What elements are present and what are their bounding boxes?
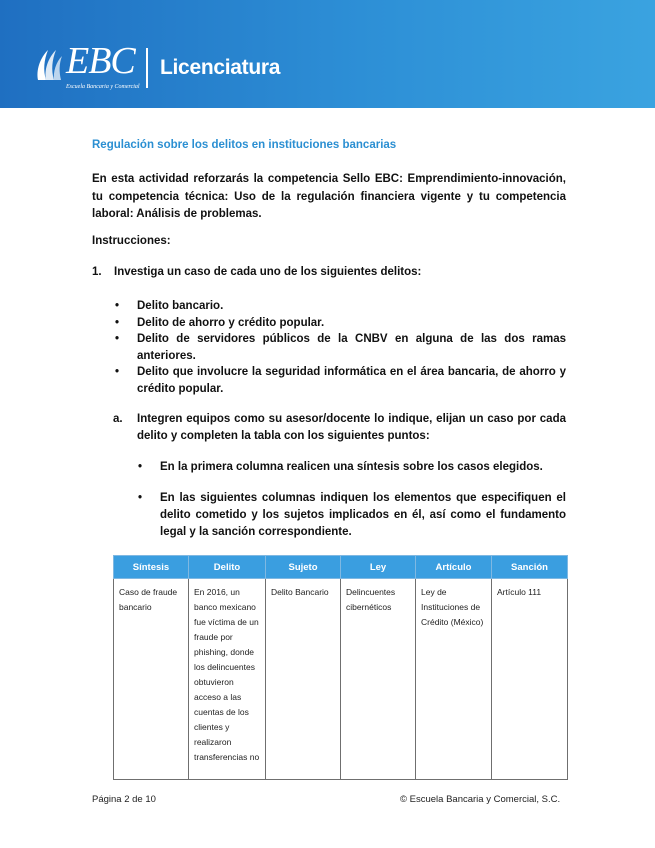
sub-step-a — [113, 411, 566, 445]
program-title: Licenciatura — [160, 56, 281, 79]
list-item: • Delito de ahorro y crédito popular. — [113, 315, 566, 332]
instructions-label: Instrucciones: — [92, 235, 171, 247]
bullet-icon: • — [115, 366, 120, 378]
step-1-number: 1. — [92, 266, 102, 278]
step-1-text: Investiga un caso de cada uno de los siguientes delitos: — [114, 266, 422, 278]
column-header: Sanción — [492, 556, 568, 579]
column-header: Delito — [189, 556, 266, 579]
step-1 — [92, 266, 421, 278]
cases-table — [113, 555, 568, 780]
table-cell: En 2016, un banco mexicano fue víctima de un fraude por phishing, donde los delincuentes obtuvieron acceso a las cuentas de los clientes y realizaron transferencias no — [189, 579, 266, 780]
list-item: • Delito bancario. — [113, 298, 566, 315]
bullet-icon: • — [138, 461, 143, 473]
list-item: • En las siguientes columnas indiquen los elementos que especifiquen el delito cometido y los sujetos implicados en él, así como el fundamento legal y la sanción correspondiente. — [138, 492, 566, 538]
sub-step-a-text: Integren equipos como su asesor/docente lo indique, elijan un caso por cada delito y completen la tabla con los siguientes puntos: — [137, 413, 566, 442]
ebc-logo-icon — [34, 44, 64, 84]
sub-step-a-letter: a. — [113, 413, 123, 425]
logo-text: EBC — [66, 40, 135, 82]
column-header: Sujeto — [266, 556, 341, 579]
sub-step-a-list — [136, 459, 566, 476]
logo-subtitle: Escuela Bancaria y Comercial — [66, 84, 140, 90]
table-cell: Delincuentes cibernéticos — [341, 579, 416, 780]
page-title: Regulación sobre los delitos en instituciones bancarias — [92, 139, 397, 151]
sub-step-a-list — [136, 490, 566, 541]
list-item: • Delito que involucre la seguridad informática en el área bancaria, de ahorro y crédito popular. — [115, 366, 566, 395]
table-cell: Caso de fraude bancario — [114, 579, 189, 780]
intro-paragraph: En esta actividad reforzarás la competencia Sello EBC: Emprendimiento-innovación, tu competencia técnica: Uso de la regulación financiera vigente y tu competencia laboral: Análisis de problemas. — [92, 173, 566, 220]
copyright: © Escuela Bancaria y Comercial, S.C. — [400, 794, 561, 805]
table-row — [114, 579, 568, 780]
list-item: • Delito de servidores públicos de la CNBV en alguna de las dos ramas anteriores. — [115, 333, 566, 362]
bullet-icon: • — [115, 333, 120, 345]
column-header: Ley — [341, 556, 416, 579]
table-cell: Ley de Instituciones de Crédito (México) — [416, 579, 492, 780]
table-cell: Artículo 111 — [492, 579, 568, 780]
column-header: Artículo — [416, 556, 492, 579]
table-cell: Delito Bancario — [266, 579, 341, 780]
header-banner — [0, 0, 655, 108]
column-header: Síntesis — [114, 556, 189, 579]
bullet-icon: • — [138, 492, 143, 504]
list-item: • En la primera columna realicen una síntesis sobre los casos elegidos. — [136, 459, 566, 476]
logo-divider — [146, 48, 148, 88]
page-number: Página 2 de 10 — [92, 794, 156, 805]
bullet-icon: • — [115, 316, 120, 329]
bullet-icon: • — [115, 300, 120, 312]
crime-list — [113, 298, 566, 397]
table-header-row — [114, 556, 568, 579]
